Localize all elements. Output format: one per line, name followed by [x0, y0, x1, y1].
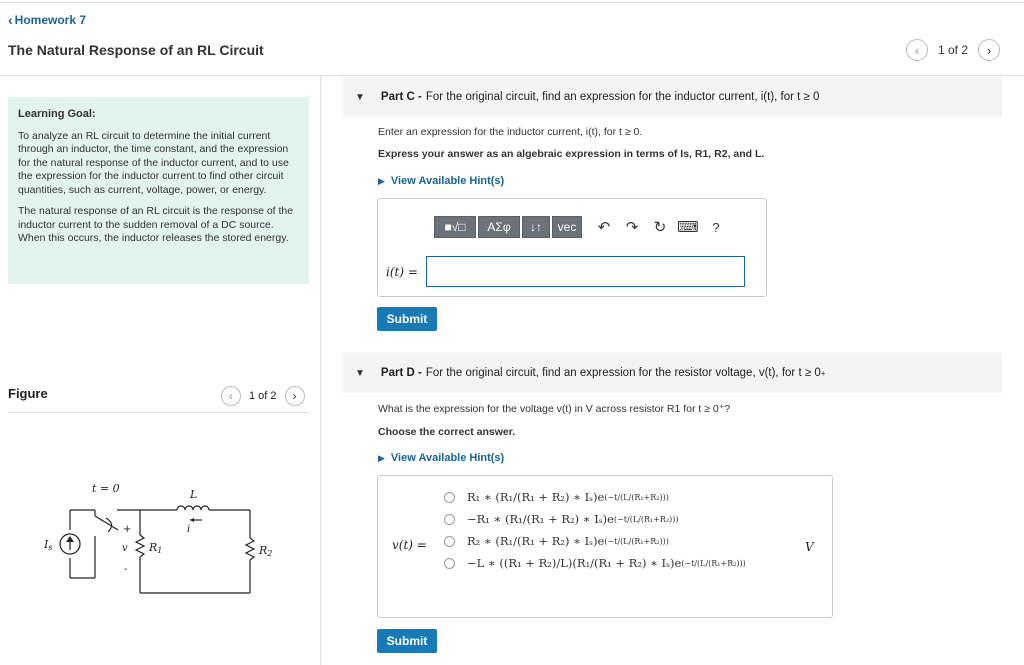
collapse-triangle-icon: ▼ [355, 91, 365, 103]
part-c-input-row [386, 256, 745, 287]
part-d-hint-label: View Available Hint(s) [390, 452, 505, 464]
answer-option[interactable]: R₁ ∗ (R₁/(R₁ + R₂) ∗ Iₛ)e (−t/(L/(R₁+R₂))) [444, 486, 746, 508]
header-divider [0, 75, 1024, 76]
part-c-input-label: i(t) = [386, 264, 418, 279]
greek-symbols-button[interactable]: ΑΣφ [478, 216, 520, 238]
part-d-header[interactable] [343, 353, 1002, 393]
inductor-label: L [190, 488, 198, 501]
learning-goal-text-2: The natural response of an RL circuit is the response of the inductor current to the sudden removal of a DC source. When this occurs, the inductor releases the stored energy. [18, 205, 294, 244]
column-divider [320, 75, 321, 665]
r1-label: R1 [149, 541, 163, 555]
part-c-hint-link[interactable] [378, 175, 504, 187]
keyboard-icon[interactable]: ⌨ [677, 219, 699, 236]
radio-button[interactable] [444, 514, 455, 525]
part-d-answer-box [377, 475, 833, 618]
part-c-header[interactable] [343, 77, 1002, 117]
radio-button[interactable] [444, 558, 455, 569]
part-d-submit-button[interactable]: Submit [377, 629, 437, 653]
expand-triangle-icon: ▶ [378, 176, 385, 186]
pager-label: 1 of 2 [937, 43, 968, 57]
figure-pager [221, 386, 305, 406]
math-toolbar [434, 216, 730, 238]
radio-button[interactable] [444, 492, 455, 503]
voltage-label: v [122, 543, 128, 554]
next-item-button[interactable] [978, 39, 1000, 61]
chevron-left-icon: ‹ [229, 389, 233, 403]
undo-icon[interactable]: ↶ [597, 219, 611, 236]
learning-goal-text: To analyze an RL circuit to determine the initial current through an inductor, the time constant, and the expression for the natural response of the inductor current, and to use the expression for the inductor current to find other circuit quantities, such as current, voltage, power, or energy. [18, 129, 289, 196]
voltage-plus-label: + [123, 524, 132, 535]
part-d-title: For the original circuit, find an expression for the resistor voltage, v(t), for t ≥ 0 [425, 367, 821, 379]
switch-time-label: t = 0 [92, 482, 120, 495]
vector-button[interactable]: vec [552, 216, 582, 238]
part-c-instruction: Express your answer as an algebraic expression in terms of Is, R1, R2, and L. [378, 148, 765, 160]
answer-options [444, 486, 746, 574]
part-c-title: For the original circuit, find an expression for the inductor current, i(t), for t ≥ 0 [425, 91, 820, 103]
source-label: Is [44, 538, 53, 552]
part-c-submit-button[interactable]: Submit [377, 307, 437, 331]
answer-option[interactable]: −L ∗ ((R₁ + R₂)/L)(R₁/(R₁ + R₂) ∗ Iₛ)e (−t/(L/(R₁+R₂))) [444, 552, 746, 574]
reset-icon[interactable]: ↻ [653, 219, 667, 236]
radio-button[interactable] [444, 536, 455, 547]
part-d-prompt: What is the expression for the voltage v(t) in V across resistor R1 for t ≥ 0⁺? [378, 403, 731, 415]
chevron-left-icon: ‹ [914, 42, 920, 58]
item-pager [906, 39, 1000, 61]
learning-goal-panel [8, 97, 309, 284]
part-d-instruction: Choose the correct answer. [378, 426, 516, 438]
prev-item-button[interactable] [906, 39, 928, 61]
part-c-label: Part C - [380, 91, 422, 103]
help-icon[interactable]: ? [712, 219, 720, 235]
templates-button[interactable]: ■√□ [434, 216, 476, 238]
inductor-current-input[interactable] [426, 256, 745, 287]
part-c-prompt: Enter an expression for the inductor current, i(t), for t ≥ 0. [378, 126, 643, 138]
back-to-homework-link[interactable] [8, 12, 86, 28]
redo-icon[interactable]: ↷ [625, 219, 639, 236]
part-d-hint-link[interactable] [378, 452, 504, 464]
chevron-right-icon: › [292, 389, 297, 403]
answer-option[interactable]: R₂ ∗ (R₁/(R₁ + R₂) ∗ Iₛ)e (−t/(L/(R₁+R₂))) [444, 530, 746, 552]
figure-pager-label: 1 of 2 [249, 390, 277, 402]
part-d-lhs: v(t) = [392, 538, 427, 552]
next-figure-button[interactable] [285, 386, 305, 406]
chevron-right-icon: › [986, 42, 992, 58]
page-title: The Natural Response of an RL Circuit [8, 42, 264, 58]
sub-superscript-button[interactable]: ↓↑ [522, 216, 550, 238]
r2-label: R2 [259, 544, 273, 558]
current-label: i [187, 524, 191, 535]
unit-label: V [805, 540, 814, 554]
part-c-hint-label: View Available Hint(s) [390, 175, 505, 187]
prev-figure-button[interactable] [221, 386, 241, 406]
expand-triangle-icon: ▶ [378, 453, 385, 463]
part-d-title-sup: + [820, 368, 826, 378]
voltage-minus-label: - [124, 564, 128, 575]
back-link-label: Homework 7 [14, 13, 87, 27]
collapse-triangle-icon: ▼ [355, 367, 365, 379]
part-c-answer-box [377, 198, 767, 297]
arrow-up-icon [66, 536, 74, 542]
rl-circuit-diagram [30, 478, 290, 608]
figure-title: Figure [8, 386, 48, 401]
figure-divider [8, 412, 309, 413]
part-d-label: Part D - [380, 367, 422, 379]
answer-option[interactable]: −R₁ ∗ (R₁/(R₁ + R₂) ∗ Iₛ)e (−t/(L/(R₁+R₂))) [444, 508, 746, 530]
chevron-left-icon: ‹ [8, 12, 13, 28]
learning-goal-heading: Learning Goal: [18, 108, 96, 120]
arrow-left-icon [190, 518, 194, 522]
top-divider [0, 2, 1024, 3]
